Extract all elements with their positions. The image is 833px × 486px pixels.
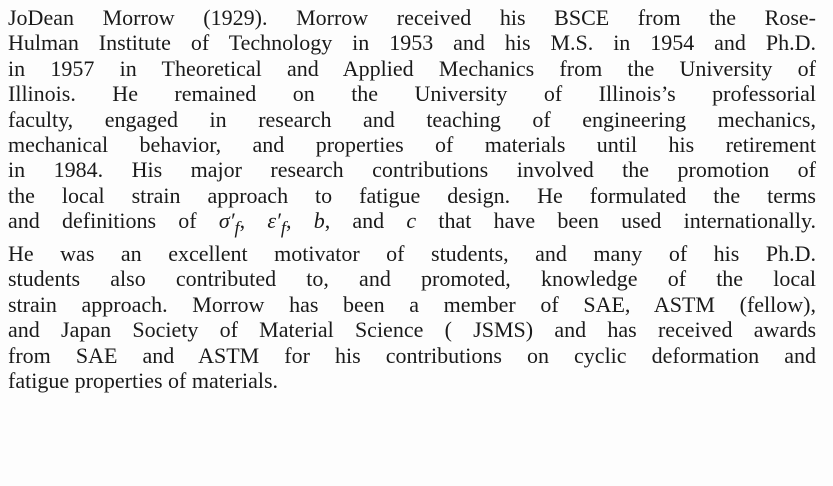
sigma-glyph: σ′ xyxy=(218,208,235,234)
b-symbol: b xyxy=(313,208,325,234)
c-symbol: c xyxy=(406,208,417,234)
biography-paragraph xyxy=(8,5,816,393)
line-suffix: that have been used internationally. xyxy=(416,208,817,234)
text-line: students also contributed to, and promoted, knowledge of the local xyxy=(8,266,816,292)
text-line: in 1984. His major research contributions involved the promotion of xyxy=(8,157,816,183)
text-line: and Japan Society of Material Science ( JSMS) and has received awards xyxy=(8,317,816,343)
epsilon-subscript: f xyxy=(280,217,286,238)
text-line: He was an excellent motivator of students, and many of his Ph.D. xyxy=(8,241,816,267)
epsilon-f-prime-symbol xyxy=(267,208,286,238)
text-line: JoDean Morrow (1929). Morrow received his BSCE from the Rose- xyxy=(8,5,816,30)
text-line: mechanical behavior, and properties of materials until his retirement xyxy=(8,132,816,158)
text-line: faculty, engaged in research and teaching of engineering mechanics, xyxy=(8,106,816,132)
text-line: strain approach. Morrow has been a member of SAE, ASTM (fellow), xyxy=(8,291,816,317)
separator: , xyxy=(285,208,314,234)
text-line: in 1957 in Theoretical and Applied Mechanics from the University of xyxy=(8,55,816,81)
sigma-subscript: f xyxy=(234,217,240,238)
separator: , xyxy=(239,208,268,234)
text-line-with-symbols xyxy=(8,208,816,241)
sigma-f-prime-symbol xyxy=(218,208,240,238)
text-line: from SAE and ASTM for his contributions on cyclic deformation and xyxy=(8,342,816,368)
text-line: Hulman Institute of Technology in 1953 and his M.S. in 1954 and Ph.D. xyxy=(8,30,816,56)
text-line: the local strain approach to fatigue design. He formulated the terms xyxy=(8,182,816,208)
line-prefix: and definitions of xyxy=(8,208,219,234)
separator: , and xyxy=(324,208,407,234)
epsilon-glyph: ε′ xyxy=(267,208,281,234)
text-line: fatigue properties of materials. xyxy=(8,368,279,394)
text-line: Illinois. He remained on the University of Illinois’s professorial xyxy=(8,81,816,107)
